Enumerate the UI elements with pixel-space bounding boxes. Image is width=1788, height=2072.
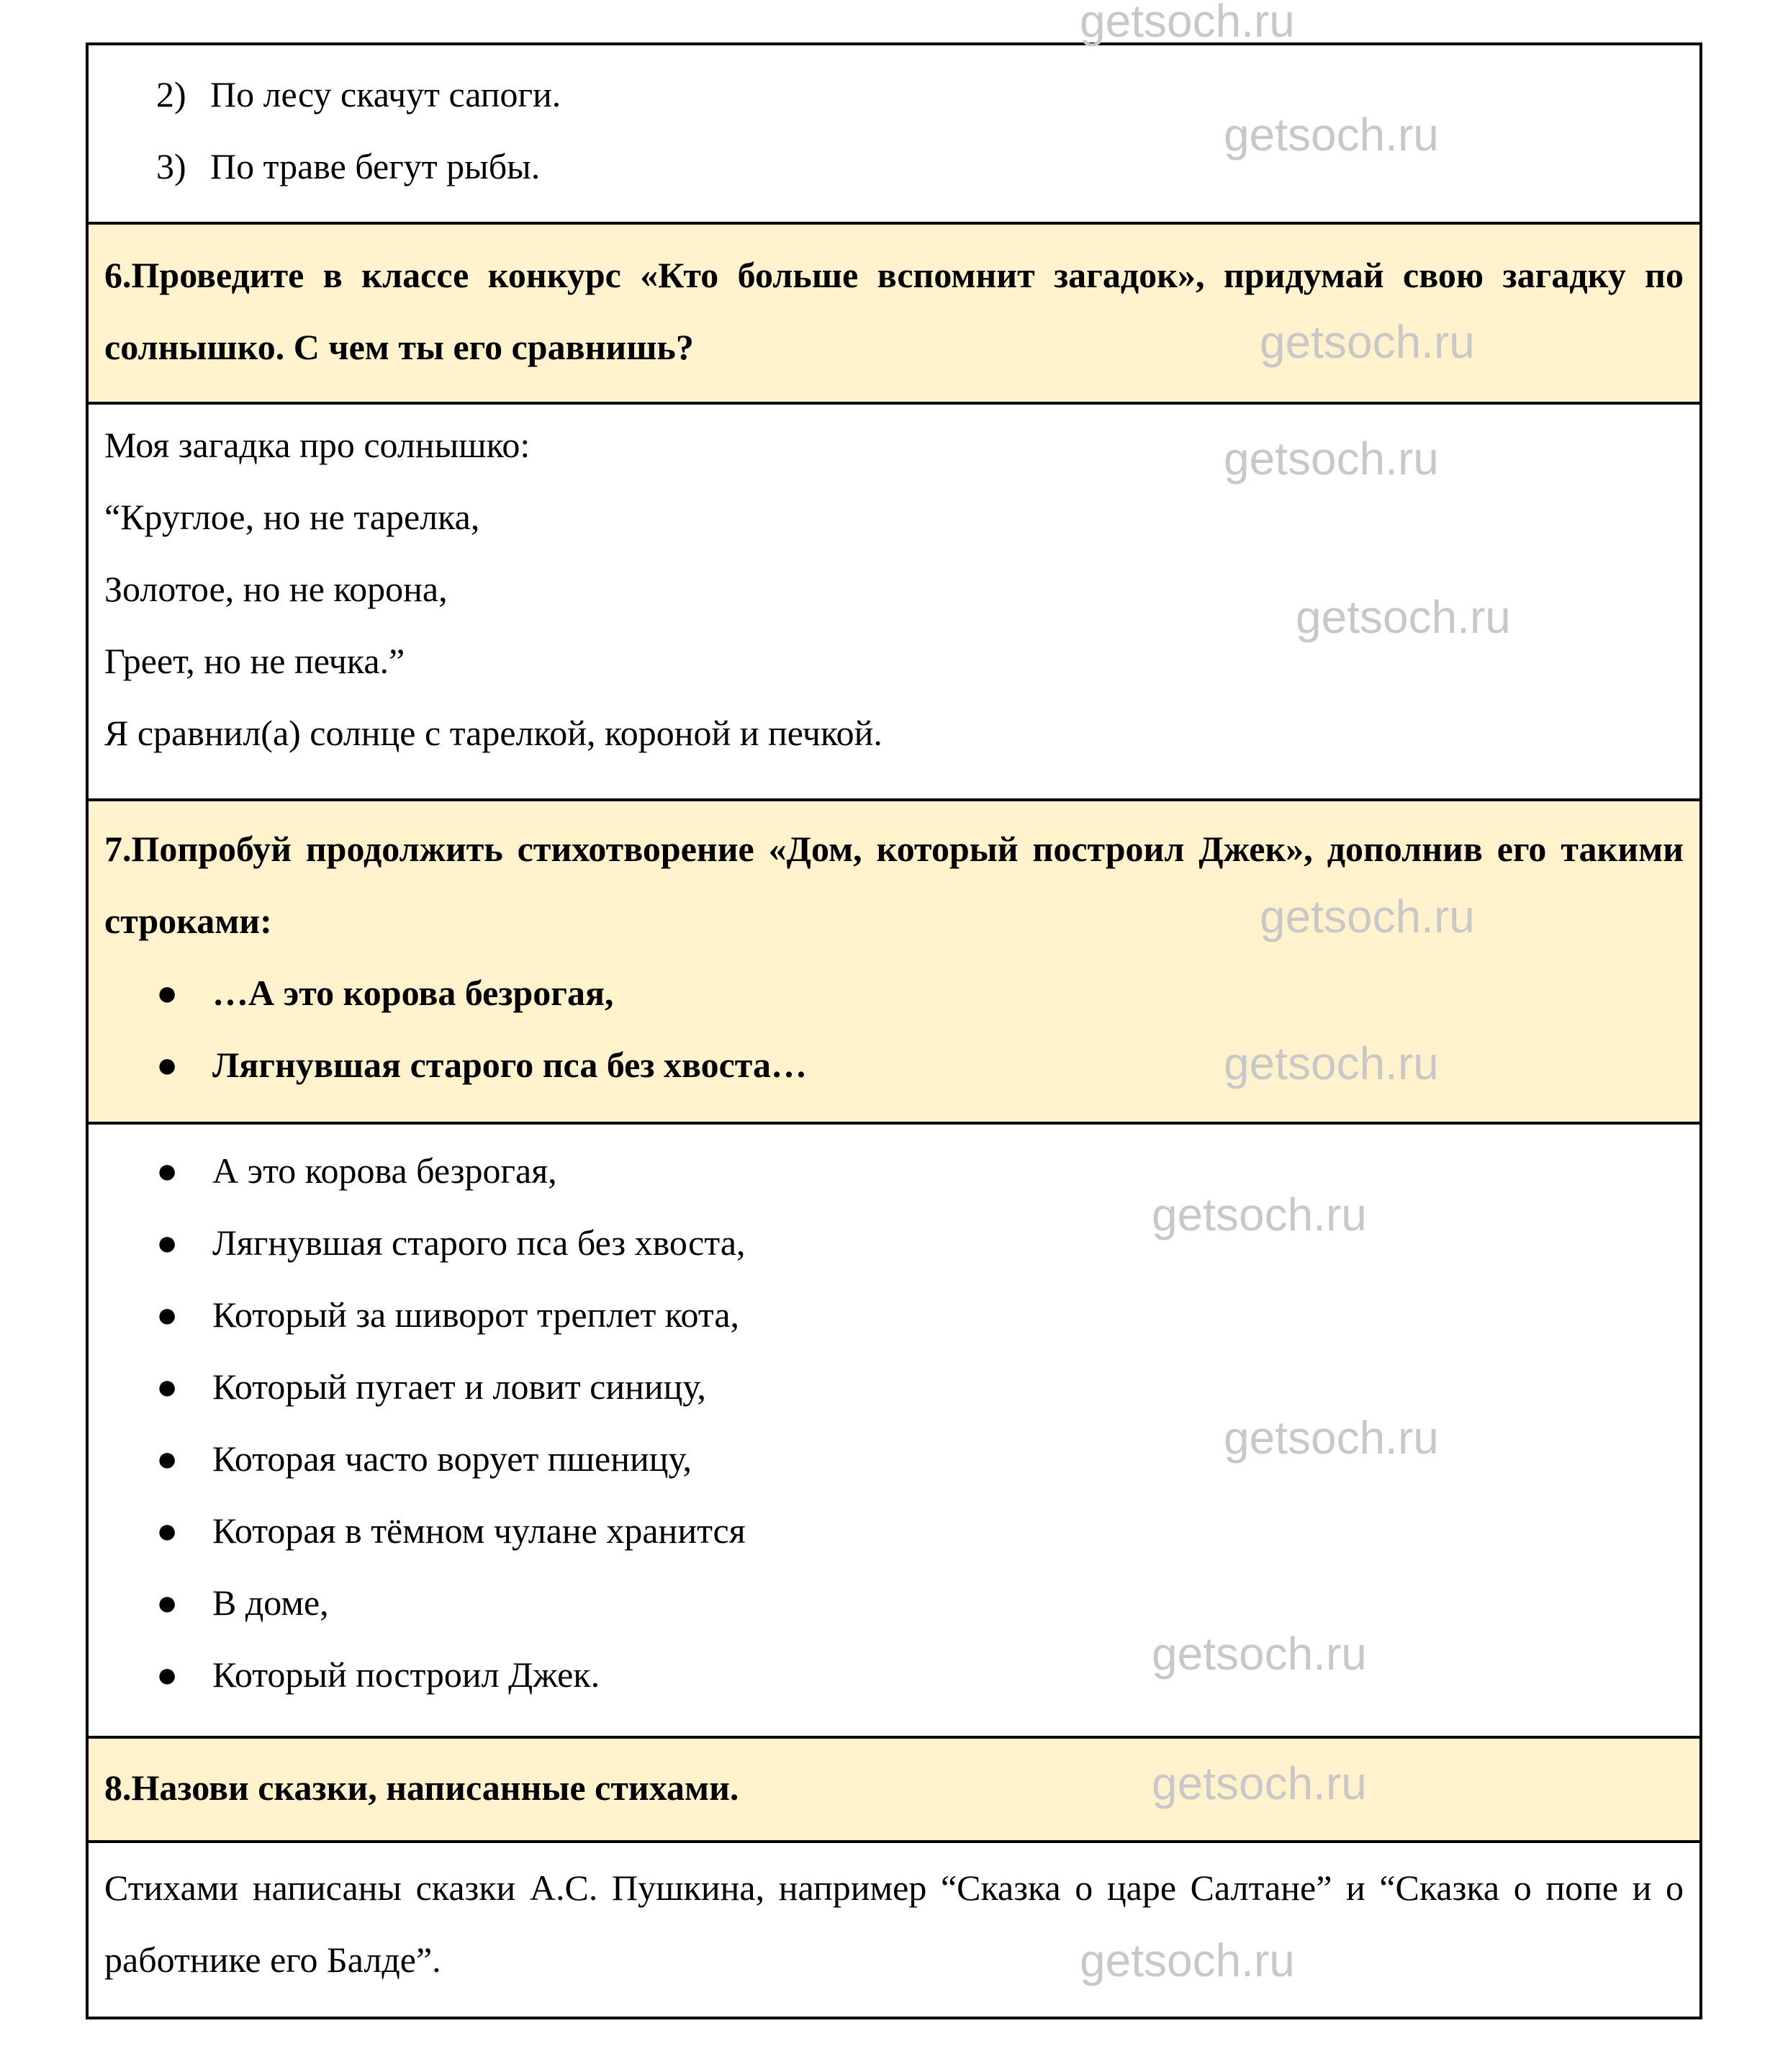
- answer-8: [89, 1840, 1699, 2017]
- item-text: По лесу скачут сапоги.: [210, 74, 561, 114]
- watermark: getsoch.ru: [1080, 0, 1295, 47]
- list-item: [104, 1279, 1684, 1351]
- answer-line: Золотое, но не корона,: [104, 569, 448, 609]
- list-item: [104, 1029, 1684, 1101]
- question-7: [89, 798, 1699, 1122]
- bullet-icon: ●: [156, 1366, 179, 1407]
- bullet-icon: ●: [156, 1045, 179, 1085]
- item-text: В доме,: [212, 1582, 329, 1623]
- watermark: getsoch.ru: [1224, 1412, 1439, 1464]
- answer-text: Стихами написаны сказки А.С. Пушкина, например “Сказка о царе Салтане” и “Сказка о попе и о работнике его Балде”.: [104, 1868, 1684, 1980]
- item-text: …А это корова безрогая,: [212, 973, 614, 1013]
- item-number: 2): [156, 74, 186, 114]
- watermark: getsoch.ru: [1224, 1037, 1439, 1089]
- item-text: Который за шиворот треплет кота,: [212, 1294, 740, 1335]
- item-text: Которая часто ворует пшеницу,: [212, 1438, 692, 1479]
- watermark: getsoch.ru: [1296, 591, 1511, 643]
- bullet-icon: ●: [156, 1294, 179, 1335]
- answer-line: Я сравнил(а) солнце с тарелкой, короной и печкой.: [104, 713, 882, 753]
- answer-7: [89, 1122, 1699, 1736]
- list-item: [104, 1639, 1684, 1711]
- question-bullets: [104, 957, 1684, 1101]
- question-8: [89, 1736, 1699, 1840]
- question-text: 8.Назови сказки, написанные стихами.: [104, 1767, 739, 1808]
- list-item: [104, 1567, 1684, 1639]
- bullet-icon: ●: [156, 973, 179, 1013]
- list-item: [104, 1207, 1684, 1279]
- watermark: getsoch.ru: [1260, 316, 1475, 368]
- item-text: По траве бегут рыбы.: [210, 146, 541, 186]
- watermark: getsoch.ru: [1080, 1934, 1295, 1986]
- watermark: getsoch.ru: [1260, 891, 1475, 942]
- item-text: Который пугает и ловит синицу,: [212, 1366, 706, 1407]
- list-item: [104, 1135, 1684, 1207]
- bullet-icon: ●: [156, 1222, 179, 1263]
- bullet-icon: ●: [156, 1510, 179, 1551]
- question-6: [89, 222, 1699, 402]
- answer-bullets: [104, 1135, 1684, 1711]
- item-text: Лягнувшая старого пса без хвоста…: [212, 1045, 807, 1085]
- watermark: getsoch.ru: [1152, 1757, 1367, 1809]
- list-item: [104, 957, 1684, 1029]
- item-number: 3): [156, 146, 186, 186]
- list-item: [104, 1351, 1684, 1423]
- watermark: getsoch.ru: [1152, 1628, 1367, 1680]
- bullet-icon: ●: [156, 1582, 179, 1623]
- continued-answer: [89, 45, 1699, 222]
- list-item: [104, 1495, 1684, 1567]
- answer-line: Моя загадка про солнышко:: [104, 425, 530, 465]
- list-item: [104, 58, 1684, 130]
- question-text: 6.Проведите в классе конкурс «Кто больше вспомнит загадок», придумай свою загадку по солнышко. С чем ты его сравнишь?: [104, 255, 1684, 367]
- bullet-icon: ●: [156, 1654, 179, 1695]
- item-text: А это корова безрогая,: [212, 1150, 557, 1191]
- qa-table: [86, 42, 1702, 2019]
- answer-6: [89, 402, 1699, 798]
- watermark: getsoch.ru: [1224, 433, 1439, 485]
- bullet-icon: ●: [156, 1438, 179, 1479]
- list-item: [104, 130, 1684, 202]
- bullet-icon: ●: [156, 1150, 179, 1191]
- watermark: getsoch.ru: [1152, 1189, 1367, 1240]
- answer-line: Греет, но не печка.”: [104, 641, 405, 681]
- item-text: Который построил Джек.: [212, 1654, 600, 1695]
- item-text: Лягнувшая старого пса без хвоста,: [212, 1222, 746, 1263]
- list-item: [104, 1423, 1684, 1495]
- item-text: Которая в тёмном чулане хранится: [212, 1510, 746, 1551]
- answer-line: “Круглое, но не тарелка,: [104, 497, 480, 537]
- question-text: 7.Попробуй продолжить стихотворение «Дом, который построил Джек», дополнив его такими строками:: [104, 829, 1684, 941]
- watermark: getsoch.ru: [1224, 109, 1439, 161]
